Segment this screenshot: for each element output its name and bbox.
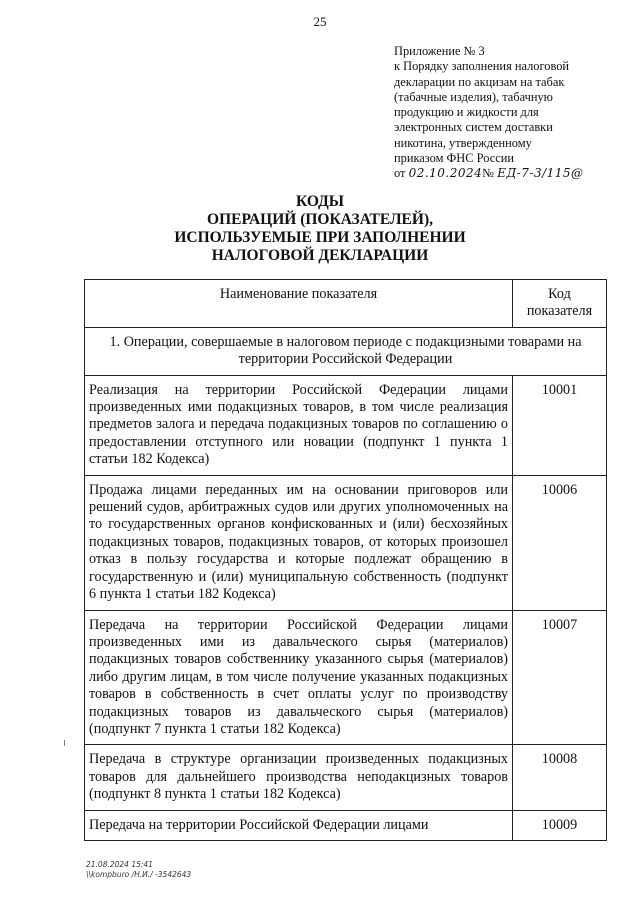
from-label: от [394,166,406,181]
row-code: 10009 [513,810,607,840]
appendix-line: никотина, утвержденному [394,135,532,150]
title-line: ОПЕРАЦИЙ (ПОКАЗАТЕЛЕЙ), [207,211,433,228]
document-title [0,193,640,265]
row-name: Продажа лицами переданных им на основании приговоров или решений судов, арбитражных судов или других уполномоченных на то государственных органов конфискованных и (или) бесхозяйных подакцизных товаров, подакцизных товаров, от которых произошел отказ в пользу государства и которые подлежат обращению в государственную и (или) муниципальную собственность (подпункт 6 пункта 1 статьи 182 Кодекса) [85,475,513,610]
table-row [85,375,607,475]
title-line: КОДЫ [295,193,345,210]
print-footer [86,860,191,880]
header-name-cell: Наименование показателя [85,280,513,328]
table-header-row [85,280,607,328]
handwritten-order-number: ЕД-7-3/115@ [497,166,584,181]
row-code: 10001 [513,375,607,475]
row-code: 10008 [513,745,607,810]
row-code: 10006 [513,475,607,610]
table-row [85,475,607,610]
section-title: 1. Операции, совершаемые в налоговом периоде с подакцизными товарами на территории Российской Федерации [85,327,607,375]
margin-mark [64,740,65,746]
header-code-cell: Код показателя [513,280,607,328]
page-number: 25 [313,14,327,29]
appendix-line: электронных систем доставки [394,120,553,135]
footer-timestamp: 21.08.2024 15:41 [86,860,153,869]
table-row [85,610,607,745]
footer-operator: \\kompburo /Н.И./ -3542643 [86,870,192,879]
appendix-line: продукцию и жидкости для [394,105,539,120]
order-date-number-line [394,166,624,181]
appendix-line: к Порядку заполнения налоговой [394,59,570,74]
title-line: НАЛОГОВОЙ ДЕКЛАРАЦИИ [211,247,429,264]
section-row [85,327,607,375]
appendix-line: (табачные изделия), табачную [394,89,553,104]
row-name: Передача на территории Российской Федерации лицами произведенных ими из давальческого сырья (материалов) подакцизных товаров собственнику указанного сырья (материалов) либо другим лицам, в том числе получение указанных подакцизных товаров в собственность в счет оплаты услуг по производству подакцизных товаров из давальческого сырья (материалов) (подпункт 7 пункта 1 статьи 182 Кодекса) [85,610,513,745]
table-row [85,745,607,810]
row-name: Реализация на территории Российской Федерации лицами произведенных ими подакцизных товаров, в том числе реализация предметов залога и передача подакцизных товаров по соглашению о предоставлении отступного или новации (подпункт 1 пункта 1 статьи 182 Кодекса) [85,375,513,475]
appendix-line: Приложение № 3 [394,44,485,58]
appendix-line: декларации по акцизам на табак [394,74,565,89]
appendix-block [394,44,624,182]
number-label: № [482,166,495,181]
codes-table [84,279,607,841]
row-name: Передача на территории Российской Федерации лицами [85,810,513,840]
table-row [85,810,607,840]
row-code: 10007 [513,610,607,745]
appendix-line: приказом ФНС России [394,151,514,166]
row-name: Передача в структуре организации произведенных подакцизных товаров для дальнейшего производства неподакцизных товаров (подпункт 8 пункта 1 статьи 182 Кодекса) [85,745,513,810]
title-line: ИСПОЛЬЗУЕМЫЕ ПРИ ЗАПОЛНЕНИИ [174,229,466,246]
handwritten-date: 02.10.2024 [408,166,483,181]
